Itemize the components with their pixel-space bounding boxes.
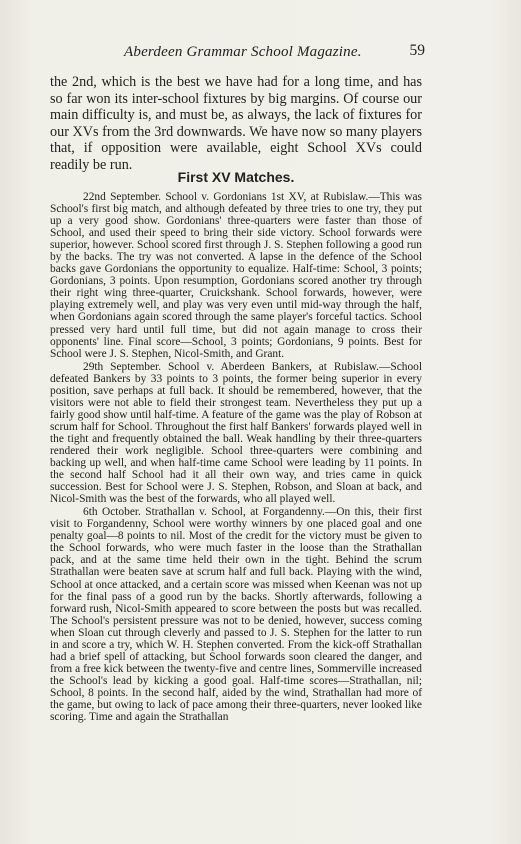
page-header	[52, 42, 425, 64]
intro-paragraph: the 2nd, which is the best we have had for a long time, and has so far won its inter-school fixtures by big margins. Of course our main difficulty is, and must be, as always, the lack of fixtures for our XVs from the 3rd downwards. We have now so many players that, if opposition were available, eight School XVs could readily be run.	[50, 74, 422, 173]
match-reports	[50, 191, 422, 723]
match-report-strathallan: 6th October. Strathallan v. School, at Forgandenny.—On this, their first visit to Forgandenny, School were worthy winners by one placed goal and one penalty goal—8 points to nil. Most of the credit for the victory must be given to the School forwards, who were much faster in the loose than the Strathallan pack, and at the same time held their own in the tight. Behind the scrum Strathallan were beaten save at scrum half and full back. Playing with the wind, School at once attacked, and a certain score was missed when Keenan was not up for the final pass of a good run by the backs. Shortly afterwards, following a forward rush, Nicol-Smith appeared to score between the posts but was recalled. The School's persistent pressure was not to be denied, however, success coming when Sloan cut through cleverly and passed to J. S. Stephen for the latter to run in and score a try, which W. H. Stephen converted. From the kick-off Strathallan had a brief spell of attacking, but School forwards soon cleared the danger, and from a free kick between the twenty-five and centre lines, Sommerville increased the School's lead by kicking a good goal. Half-time scores—Strathallan, nil; School, 8 points. In the second half, aided by the wind, Strathallan had more of the game, but owing to lack of pace among their three-quarters, never looked like scoring. Time and again the Strathallan	[50, 506, 422, 724]
page-number: 59	[409, 42, 425, 59]
match-report-gordonians: 22nd September. School v. Gordonians 1st XV, at Rubislaw.—This was School's first big match, and although defeated by three tries to one try, they put up a very good show. Gordonians' three-quarters were faster than those of School, and used their speed to bring their side victory. School forwards were superior, however. School scored first through J. S. Stephen following a good run by the backs. The try was not converted. A lapse in the defence of the School backs gave Gordonians the opportunity to equalize. Half-time: School, 3 points; Gordonians, 3 points. Upon resumption, Gordonians scored another try through their right wing three-quarter, Cruickshank. School forwards, however, were playing extremely well, and play was very even until mid-way through the half, when Gordonians again scored through the same player's forceful tactics. School pressed very hard until full time, but did not again manage to cross their opponents' line. Final score—School, 3 points; Gordonians, 9 points. Best for School were J. S. Stephen, Nicol-Smith, and Grant.	[50, 191, 422, 360]
match-report-bankers: 29th September. School v. Aberdeen Bankers, at Rubislaw.—School defeated Bankers by 33 points to 3 points, the former being superior in every position, save perhaps at full back. It should be remembered, however, that the visitors were not able to field their strongest team. Nevertheless they put up a fairly good show until half-time. A feature of the game was the play of Robson at scrum half for School. Throughout the first half Bankers' forwards played well in the tight and frequently obtained the ball. Weak handling by their three-quarters rendered their work negligible. School three-quarters were combining and backing up well, and when half-time came School were leading by 11 points. In the second half School had it all their own way, and tries came in quick succession. Best for School were J. S. Stephen, Robson, and Sloan at back, and Nicol-Smith was the best of the forwards, who all played well.	[50, 360, 422, 506]
running-head: Aberdeen Grammar School Magazine.	[124, 44, 362, 60]
section-title: First XV Matches.	[177, 169, 295, 185]
